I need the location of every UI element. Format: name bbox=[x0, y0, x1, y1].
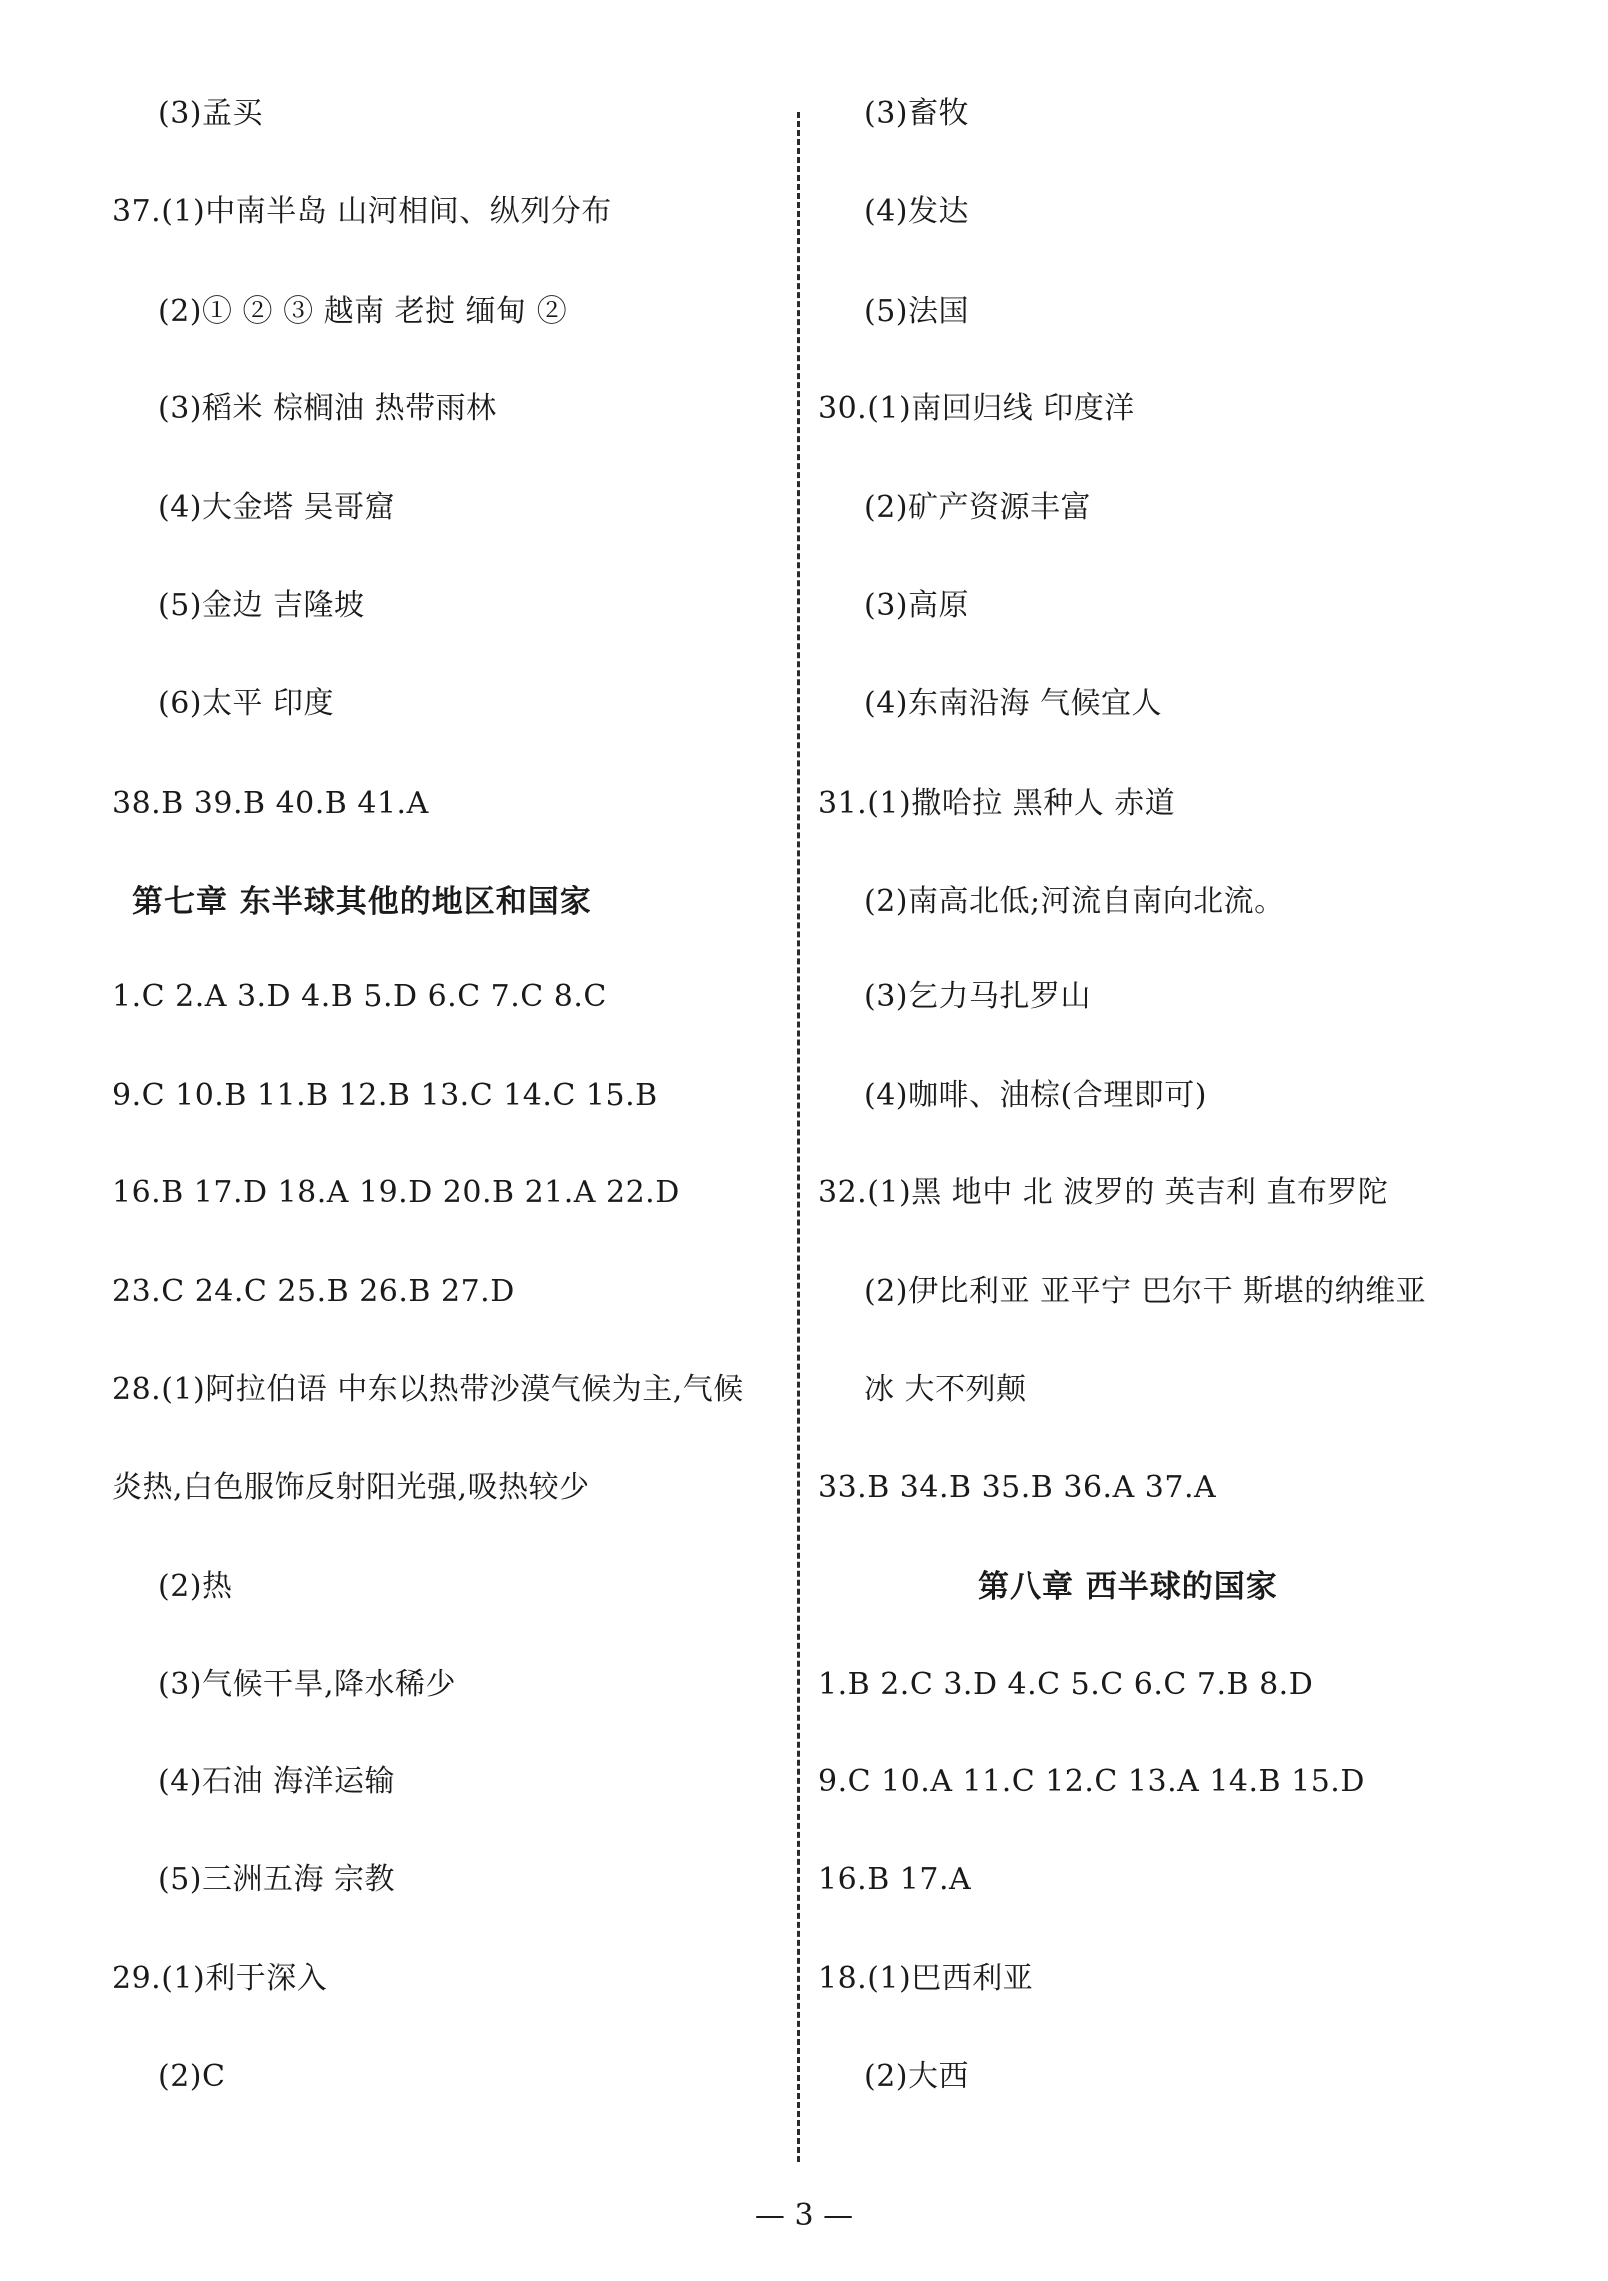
answer-line: 30.(1)南回归线 印度洋 bbox=[818, 391, 1135, 426]
answer-line: (5)法国 bbox=[864, 294, 969, 329]
answer-line: (3)高原 bbox=[864, 588, 969, 623]
answer-line: (2)伊比利亚 亚平宁 巴尔干 斯堪的纳维亚 bbox=[864, 1274, 1427, 1309]
answer-line: 18.(1)巴西利亚 bbox=[818, 1961, 1034, 1996]
chapter-heading-7: 第七章 东半球其他的地区和国家 bbox=[132, 884, 592, 920]
answer-line: (3)孟买 bbox=[158, 96, 263, 131]
answer-line: (2)大西 bbox=[864, 2059, 969, 2094]
answer-line: (6)太平 印度 bbox=[158, 686, 335, 721]
page-number: — 3 — bbox=[754, 2198, 854, 2233]
answer-line: (3)气候干旱,降水稀少 bbox=[158, 1667, 457, 1702]
answer-line: 38.B 39.B 40.B 41.A bbox=[112, 786, 429, 821]
answer-line: 32.(1)黑 地中 北 波罗的 英吉利 直布罗陀 bbox=[818, 1175, 1389, 1210]
answer-line: (2)矿产资源丰富 bbox=[864, 490, 1091, 525]
answer-line: 28.(1)阿拉伯语 中东以热带沙漠气候为主,气候 bbox=[112, 1372, 744, 1407]
answer-line: (3)畜牧 bbox=[864, 96, 969, 131]
answer-line: 31.(1)撒哈拉 黑种人 赤道 bbox=[818, 786, 1176, 821]
answer-line: (4)大金塔 吴哥窟 bbox=[158, 490, 396, 525]
answer-line: (2)C bbox=[158, 2059, 226, 2094]
answer-line: 16.B 17.D 18.A 19.D 20.B 21.A 22.D bbox=[112, 1175, 680, 1210]
answer-line: 1.C 2.A 3.D 4.B 5.D 6.C 7.C 8.C bbox=[112, 979, 607, 1014]
answer-line: 炎热,白色服饰反射阳光强,吸热较少 bbox=[112, 1470, 590, 1505]
answer-line: 9.C 10.B 11.B 12.B 13.C 14.C 15.B bbox=[112, 1078, 658, 1113]
answer-line: (4)石油 海洋运输 bbox=[158, 1764, 396, 1799]
answer-line: 冰 大不列颠 bbox=[864, 1372, 1027, 1407]
answer-line: (5)三洲五海 宗教 bbox=[158, 1862, 396, 1897]
answer-line: (4)咖啡、油棕(合理即可) bbox=[864, 1078, 1207, 1113]
answer-line: (2)南高北低;河流自南向北流。 bbox=[864, 884, 1285, 919]
answer-line: 16.B 17.A bbox=[818, 1862, 972, 1897]
answer-line: 37.(1)中南半岛 山河相间、纵列分布 bbox=[112, 194, 612, 229]
chapter-heading-8: 第八章 西半球的国家 bbox=[978, 1569, 1278, 1605]
answer-line: (4)东南沿海 气候宜人 bbox=[864, 686, 1163, 721]
answer-line: 9.C 10.A 11.C 12.C 13.A 14.B 15.D bbox=[818, 1764, 1365, 1799]
answer-line: 23.C 24.C 25.B 26.B 27.D bbox=[112, 1274, 515, 1309]
answer-line: 29.(1)利于深入 bbox=[112, 1961, 328, 1996]
answer-line: (4)发达 bbox=[864, 194, 969, 229]
answer-line: 33.B 34.B 35.B 36.A 37.A bbox=[818, 1470, 1217, 1505]
answer-line: (5)金边 吉隆坡 bbox=[158, 588, 365, 623]
answer-line: (2)热 bbox=[158, 1569, 233, 1604]
answer-line: (3)稻米 棕榈油 热带雨林 bbox=[158, 391, 497, 426]
answer-line: (2)① ② ③ 越南 老挝 缅甸 ② bbox=[158, 294, 568, 329]
column-divider bbox=[797, 112, 800, 2162]
answer-line: 1.B 2.C 3.D 4.C 5.C 6.C 7.B 8.D bbox=[818, 1667, 1314, 1702]
answer-line: (3)乞力马扎罗山 bbox=[864, 979, 1091, 1014]
